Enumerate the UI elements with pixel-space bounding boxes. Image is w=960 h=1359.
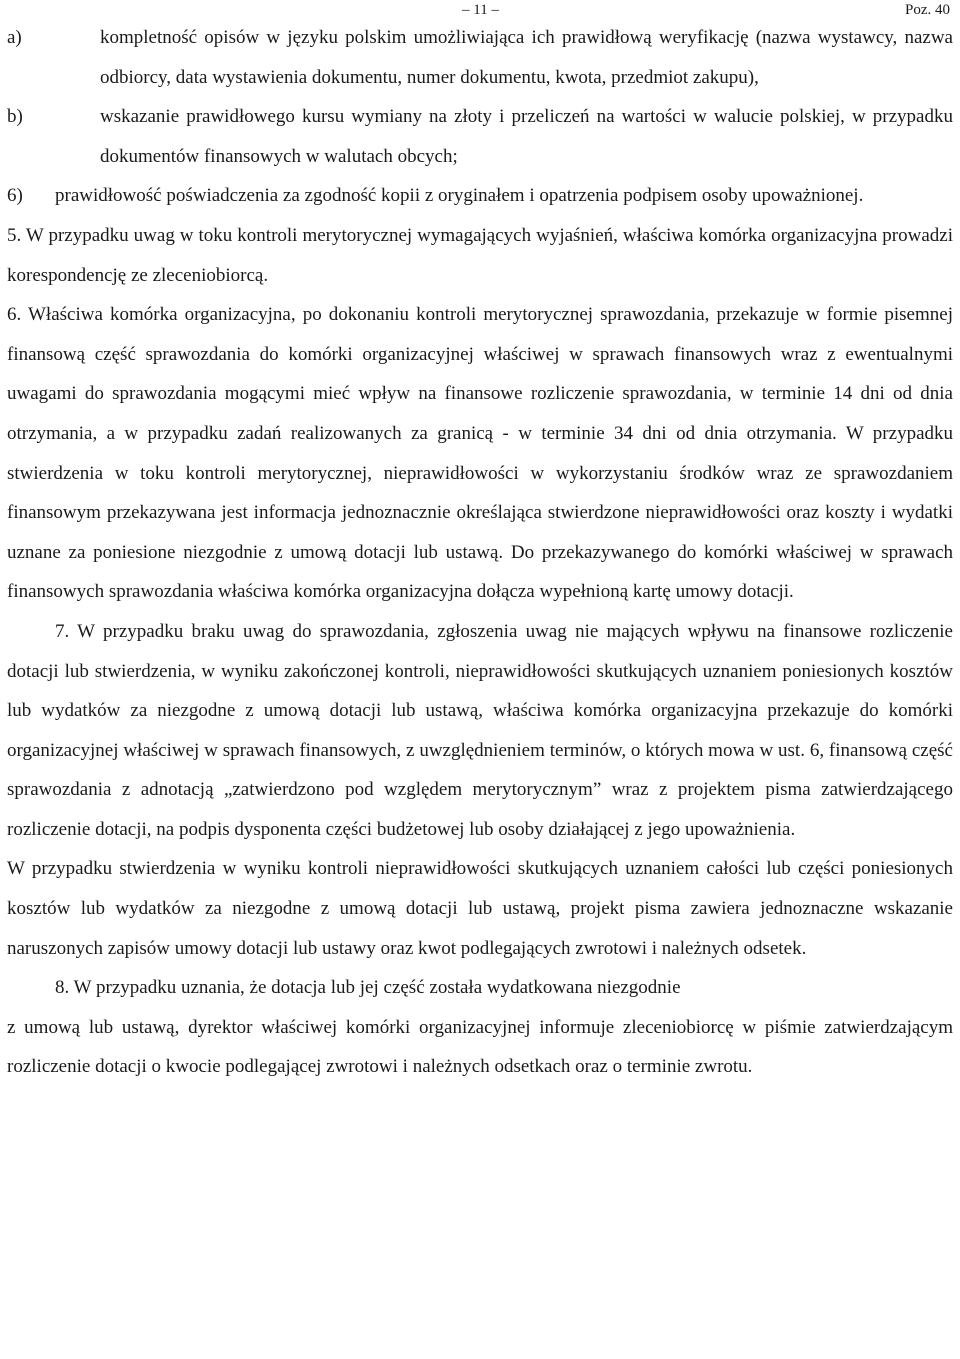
list-item-6-label: 6): [7, 185, 23, 207]
paragraph-7-continued: W przypadku stwierdzenia w wyniku kontroli nieprawidłowości skutkujących uznaniem całości lub części poniesionych kosztów lub wydatków za niezgodne z umową dotacji lub ustawą, projekt pisma zawiera jednoznaczne wskazanie naruszonych zapisów umowy dotacji lub ustawy oraz kwot podlegających zwrotowi i należnych odsetek.: [7, 858, 953, 959]
paragraph-8-continued: z umową lub ustawą, dyrektor właściwej komórki organizacyjnej informuje zleceniobiorcę w piśmie zatwierdzającym rozliczenie dotacji o kwocie podlegającej zwrotowi i należnych odsetkach oraz o terminie zwrotu.: [7, 1016, 953, 1078]
page-number: – 11 –: [462, 2, 499, 18]
page-header: [0, 0, 960, 20]
document-body: [7, 18, 953, 1087]
list-item-b-text: wskazanie prawidłowego kursu wymiany na złoty i przeliczeń na wartości w walucie polskiej, w przypadku dokumentów finansowych w walutach obcych;: [100, 106, 953, 167]
paragraph-8: 8. W przypadku uznania, że dotacja lub jej część została wydatkowana niezgodnie: [55, 977, 681, 999]
paragraph-6: 6. Właściwa komórka organizacyjna, po dokonaniu kontroli merytorycznej sprawozdania, przekazuje w formie pisemnej finansową część sprawozdania do komórki organizacyjnej właściwej w sprawach finansowych wraz z ewentualnymi uwagami do sprawozdania mogącymi mieć wpływ na finansowe rozliczenie sprawozdania, w terminie 14 dni od dnia otrzymania, a w przypadku zadań realizowanych za granicą - w terminie 34 dni od dnia otrzymania. W przypadku stwierdzenia w toku kontroli merytorycznej, nieprawidłowości w wykorzystaniu środków wraz ze sprawozdaniem finansowym przekazywana jest informacja jednoznacznie określająca stwierdzone nieprawidłowości oraz koszty i wydatki uznane za poniesione niezgodnie z umową dotacji lub ustawą. Do przekazywanego do komórki właściwej w sprawach finansowych sprawozdania właściwa komórka organizacyjna dołącza wypełnioną kartę umowy dotacji.: [7, 304, 953, 603]
paragraph-5: 5. W przypadku uwag w toku kontroli merytorycznej wymagających wyjaśnień, właściwa komórka organizacyjna prowadzi korespondencję ze zleceniobiorcą.: [7, 224, 953, 286]
list-item-6: [7, 176, 953, 216]
list-item-a: [7, 18, 953, 97]
list-item-6-text: prawidłowość poświadczenia za zgodność kopii z oryginałem i opatrzenia podpisem osoby upoważnionej.: [55, 185, 864, 207]
position-number: Poz. 40: [905, 2, 950, 18]
list-item-b: [7, 97, 953, 176]
list-item-b-label: b): [7, 106, 23, 128]
paragraph-7: 7. W przypadku braku uwag do sprawozdania, zgłoszenia uwag nie mających wpływu na finansowe rozliczenie dotacji lub stwierdzenia, w wyniku zakończonej kontroli, nieprawidłowości skutkujących uznaniem poniesionych kosztów lub wydatków za niezgodne z umową dotacji lub ustawą, właściwa komórka organizacyjna przekazuje do komórki organizacyjnej właściwej w sprawach finansowych, z uwzględnieniem terminów, o których mowa w ust. 6, finansową część sprawozdania z adnotacją „zatwierdzono pod względem merytorycznym” wraz z projektem pisma zatwierdzającego rozliczenie dotacji, na podpis dysponenta części budżetowej lub osoby działającej z jego upoważnienia.: [7, 620, 953, 840]
list-item-a-label: a): [7, 27, 22, 48]
list-item-a-text: kompletność opisów w języku polskim umożliwiająca ich prawidłową weryfikację (nazwa wystawcy, nazwa odbiorcy, data wystawienia dokumentu, numer dokumentu, kwota, przedmiot zakupu),: [100, 27, 953, 88]
